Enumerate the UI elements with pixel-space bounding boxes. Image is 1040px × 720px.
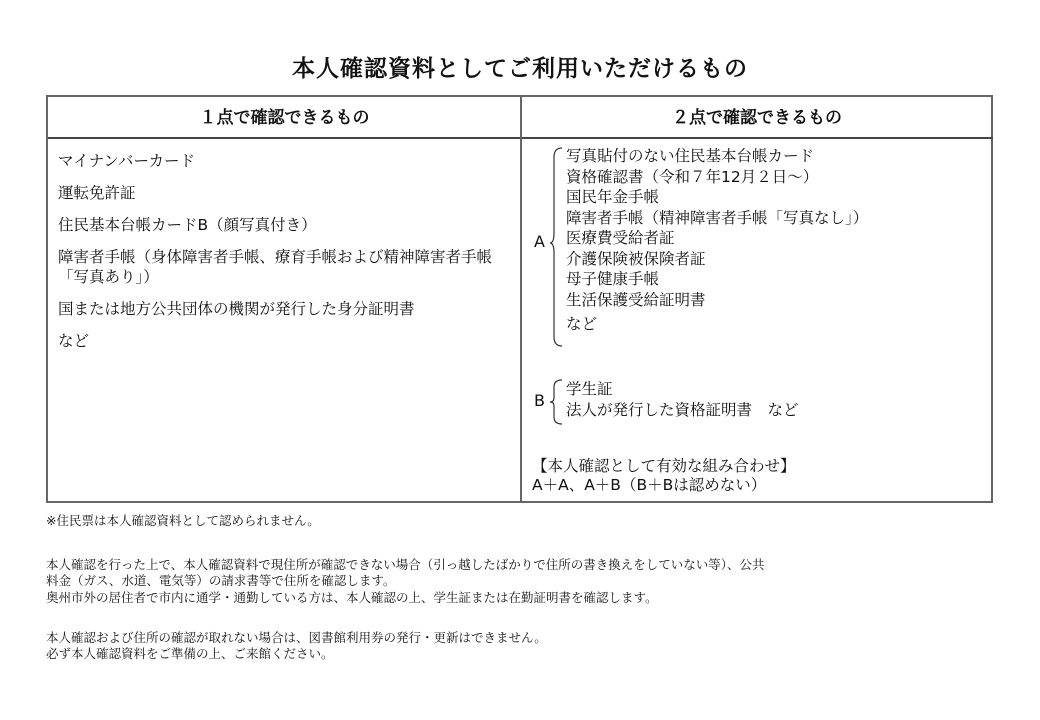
list-item: マイナンバーカード bbox=[58, 152, 196, 170]
one-point-list bbox=[58, 151, 513, 363]
list-item: 住民基本台帳カードB（顔写真付き） bbox=[58, 216, 317, 234]
list-item: 法人が発行した資格証明書 など bbox=[566, 400, 799, 419]
list-item: 運転免許証 bbox=[58, 184, 136, 202]
list-item: 母子健康手帳 bbox=[566, 270, 660, 288]
list-item: 写真貼付のない住民基本台帳カード bbox=[566, 147, 815, 165]
group-b-label: B bbox=[534, 391, 545, 410]
list-item: 国または地方公共団体の機関が発行した身分証明書 bbox=[58, 300, 415, 318]
group-a-label: A bbox=[534, 232, 545, 251]
combination-heading: 【本人確認として有効な組み合わせ】 bbox=[532, 457, 796, 475]
curly-brace-icon bbox=[550, 379, 564, 425]
id-documents-table bbox=[46, 95, 993, 503]
list-item: 障害者手帳（身体障害者手帳、療育手帳および精神障害者手帳「写真あり」） bbox=[58, 248, 493, 286]
list-item: 学生証 bbox=[566, 380, 613, 398]
list-item: 生活保護受給証明書 bbox=[566, 290, 706, 309]
list-item: 国民年金手帳 bbox=[566, 188, 660, 206]
group-b-items bbox=[566, 379, 799, 420]
group-a-items bbox=[566, 146, 868, 335]
note-cannot-issue: 本人確認および住所の確認が取れない場合は、図書館利用券の発行・更新はできません。 bbox=[46, 630, 547, 645]
combination-text: A＋A、A＋B（B＋Bは認めない） bbox=[532, 476, 767, 494]
note-address-line1: 本人確認を行った上で、本人確認資料で現住所が確認できない場合（引っ越したばかりで住所の書き換えをしていない等）、公共 bbox=[46, 557, 765, 572]
column-divider bbox=[520, 97, 522, 503]
note-address-line2: 料金（ガス、水道、電気等）の請求書等で住所を確認します。 bbox=[46, 573, 396, 588]
note-juminhyo: ※住民票は本人確認資料として認められません。 bbox=[46, 513, 320, 528]
list-item: 医療費受給者証 bbox=[566, 229, 675, 247]
list-item: 障害者手帳（精神障害者手帳「写真なし」） bbox=[566, 208, 869, 227]
valid-combinations bbox=[532, 457, 796, 495]
list-item: 介護保険被保険者証 bbox=[566, 249, 706, 268]
header-one-point: １点で確認できるもの bbox=[48, 97, 521, 139]
list-item: など bbox=[566, 315, 598, 333]
note-outside-city: 奥州市外の居住者で市内に通学・通勤している方は、本人確認の上、学生証または在勤証明書を確認します。 bbox=[46, 590, 658, 605]
header-two-point: ２点で確認できるもの bbox=[521, 97, 993, 139]
list-item: など bbox=[58, 332, 90, 350]
curly-brace-icon bbox=[550, 147, 564, 347]
page-title: 本人確認資料としてご利用いただけるもの bbox=[292, 56, 748, 82]
list-item: 資格確認書（令和７年12月２日～） bbox=[566, 167, 819, 186]
note-please-bring: 必ず本人確認資料をご準備の上、ご来館ください。 bbox=[46, 646, 334, 661]
